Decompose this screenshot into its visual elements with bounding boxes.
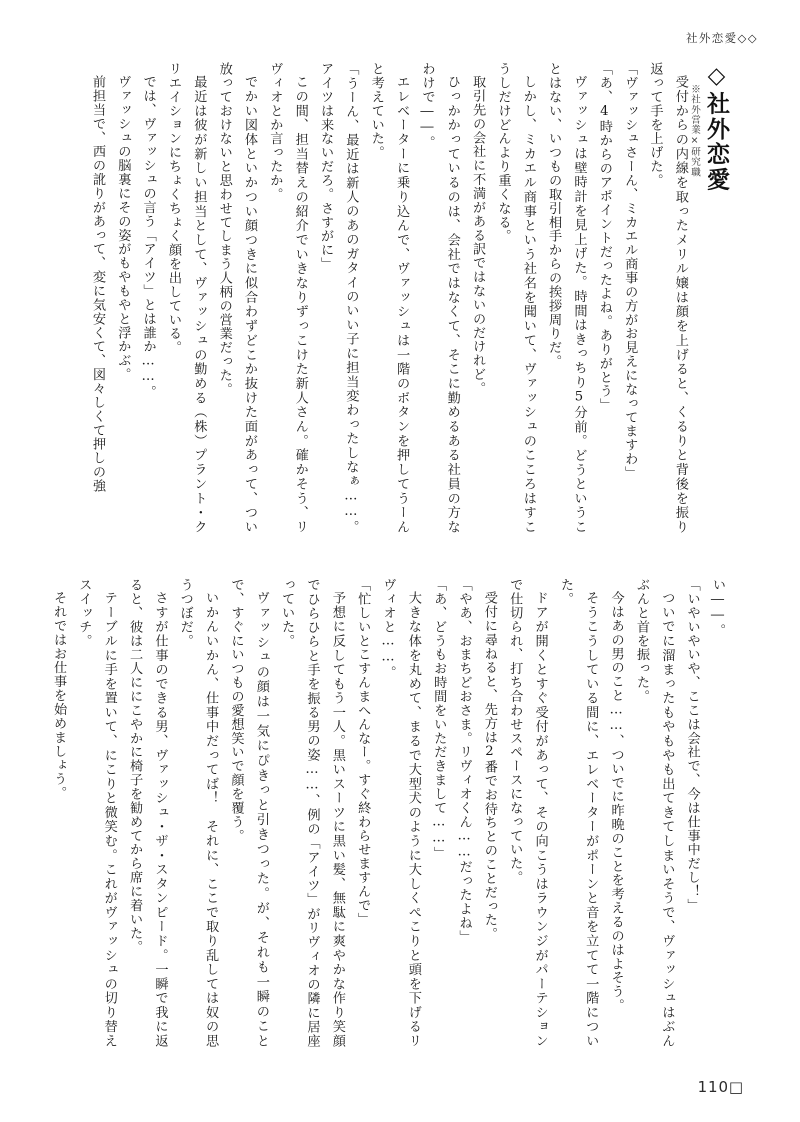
paragraph: いかんいかん、仕事中だってば！ それに、ここで取り乱しては奴の思うつぼだ。 [177,578,219,1048]
paragraph: 予想に反してもう一人。黒いスーツに黒い髪、無駄に爽やかな作り笑顔でひらひらと手を振る男の姿……、例の「アイツ」がリヴィオの隣に居座っていた。 [279,578,345,1048]
page-title: ◇社外恋愛 [703,62,730,193]
paragraph: 受付に尋ねると、先方は2番でお待ちとのことだった。 [481,591,497,942]
paragraph: 「忙しいとこすんまへんなー。すぐ終わらせますんで」 [355,578,371,927]
paragraph: 「ヴァッシュさーん、ミカエル商事の方がお見えになってますわ」 [622,62,638,480]
paragraph: ドアが開くとすぐ受付があって、その向こうはラウンジがパーテションで仕切られ、打ち合わせスペースになっていた。 [507,578,548,1048]
text-block-top [90,62,730,534]
paragraph: 今はあの男のこと……、ついでに昨晩のことを考えるのはよそう。 [608,591,624,1013]
paragraph: この間、担当替えの紹介でいきなりずっこけた新人さん。確かそう、リヴィオとか言ったか。 [267,62,308,534]
paragraph: ヴァッシュの脳裏にその姿がもやもやと浮かぶ。 [115,75,131,382]
paragraph: 「やあ、おまちどおさま。リヴィオくん……だったよね」 [456,578,472,944]
paragraph: さすが仕事のできる男、ヴァッシュ・ザ・スタンピード。一瞬で我に返ると、彼は二人ににこやかに椅子を勧めてから席に着いた。 [127,578,168,1048]
paragraph: 「あ、4時からのアポイントだったよね。ありがとう」 [596,62,612,412]
paragraph: そうこうしている間に、エレベーターがポーンと音を立てて一階についた。 [557,578,599,1048]
page-number: 110□ [697,1078,744,1096]
paragraph: ヴァッシュの顔は一気にぴきっと引きつった。が、それも一瞬のことで、すぐにいつもの愛想笑いで顔を覆う。 [228,578,269,1048]
paragraph: 「あ、どうもお時間をいただきまして……」 [431,578,447,861]
paragraph: 「いやいやいや、ここは会社で、今は仕事中だし！」 [684,578,700,913]
paragraph: でかい図体といかつい顔つきに似合わずどこか抜けた面があって、つい放っておけないと思わせてしまう人柄の営業だった。 [216,62,258,534]
paragraph: 最近は彼が新しい担当として、ヴァッシュの勤める（株）プラント・クリエイションにちょくちょく顔を出している。 [166,62,207,534]
paragraph: 取引先の会社に不満がある訳ではないのだけれど。 [470,75,486,396]
paragraph: 前担当で、西の訛りがあって、変に気安くて、図々しくて押しの強 [89,75,105,493]
paragraph: テーブルに手を置いて、にこりと微笑む。これがヴァッシュの切り替えスイッチ。 [76,578,117,1048]
text-block-bottom [51,578,730,1048]
paragraph: ひっかかっているのは、会社ではなくて、そこに勤めるある社員の方なわけで――。 [419,62,460,534]
paragraph: 受付からの内線を取ったメリル嬢は顔を上げると、くるりと背後を振り返って手を上げた。 [647,62,688,534]
paragraph: 大きな体を丸めて、まるで大型犬のように大しくぺこりと頭を下げるリヴィオと……。 [380,578,421,1048]
paragraph: ヴァッシュは壁時計を見上げた。時間はきっちり5分前。どうということはない、いつもの取引相手からの挨拶周りだ。 [546,62,587,534]
paragraph: ついでに溜まったもやもやも出てきてしまいそうで、ヴァッシュはぶんぶんと首を振った。 [633,578,675,1048]
paragraph: 「うーん、最近は新人のあのガタイのいい子に担当変わったしなぁ……。アイツは来ないだろ。さすがに」 [318,62,359,534]
running-header: 社外恋愛◇◇ [686,31,758,45]
paragraph: しかし、ミカエル商事という社名を聞いて、ヴァッシュのこころはすこうしだけどんより重くなる。 [495,62,536,534]
paragraph: では、ヴァッシュの言う「アイツ」とは誰か……。 [140,75,156,400]
title-group [689,62,730,193]
paragraph: エレベーターに乗り込んで、ヴァッシュは一階のボタンを押してうーんと考えていた。 [368,62,410,534]
paragraph: い――。 [710,578,725,638]
page-subtitle: ※社外営業×研究職 [689,84,700,177]
paragraph: それではお仕事を始めましょう。 [51,591,67,801]
